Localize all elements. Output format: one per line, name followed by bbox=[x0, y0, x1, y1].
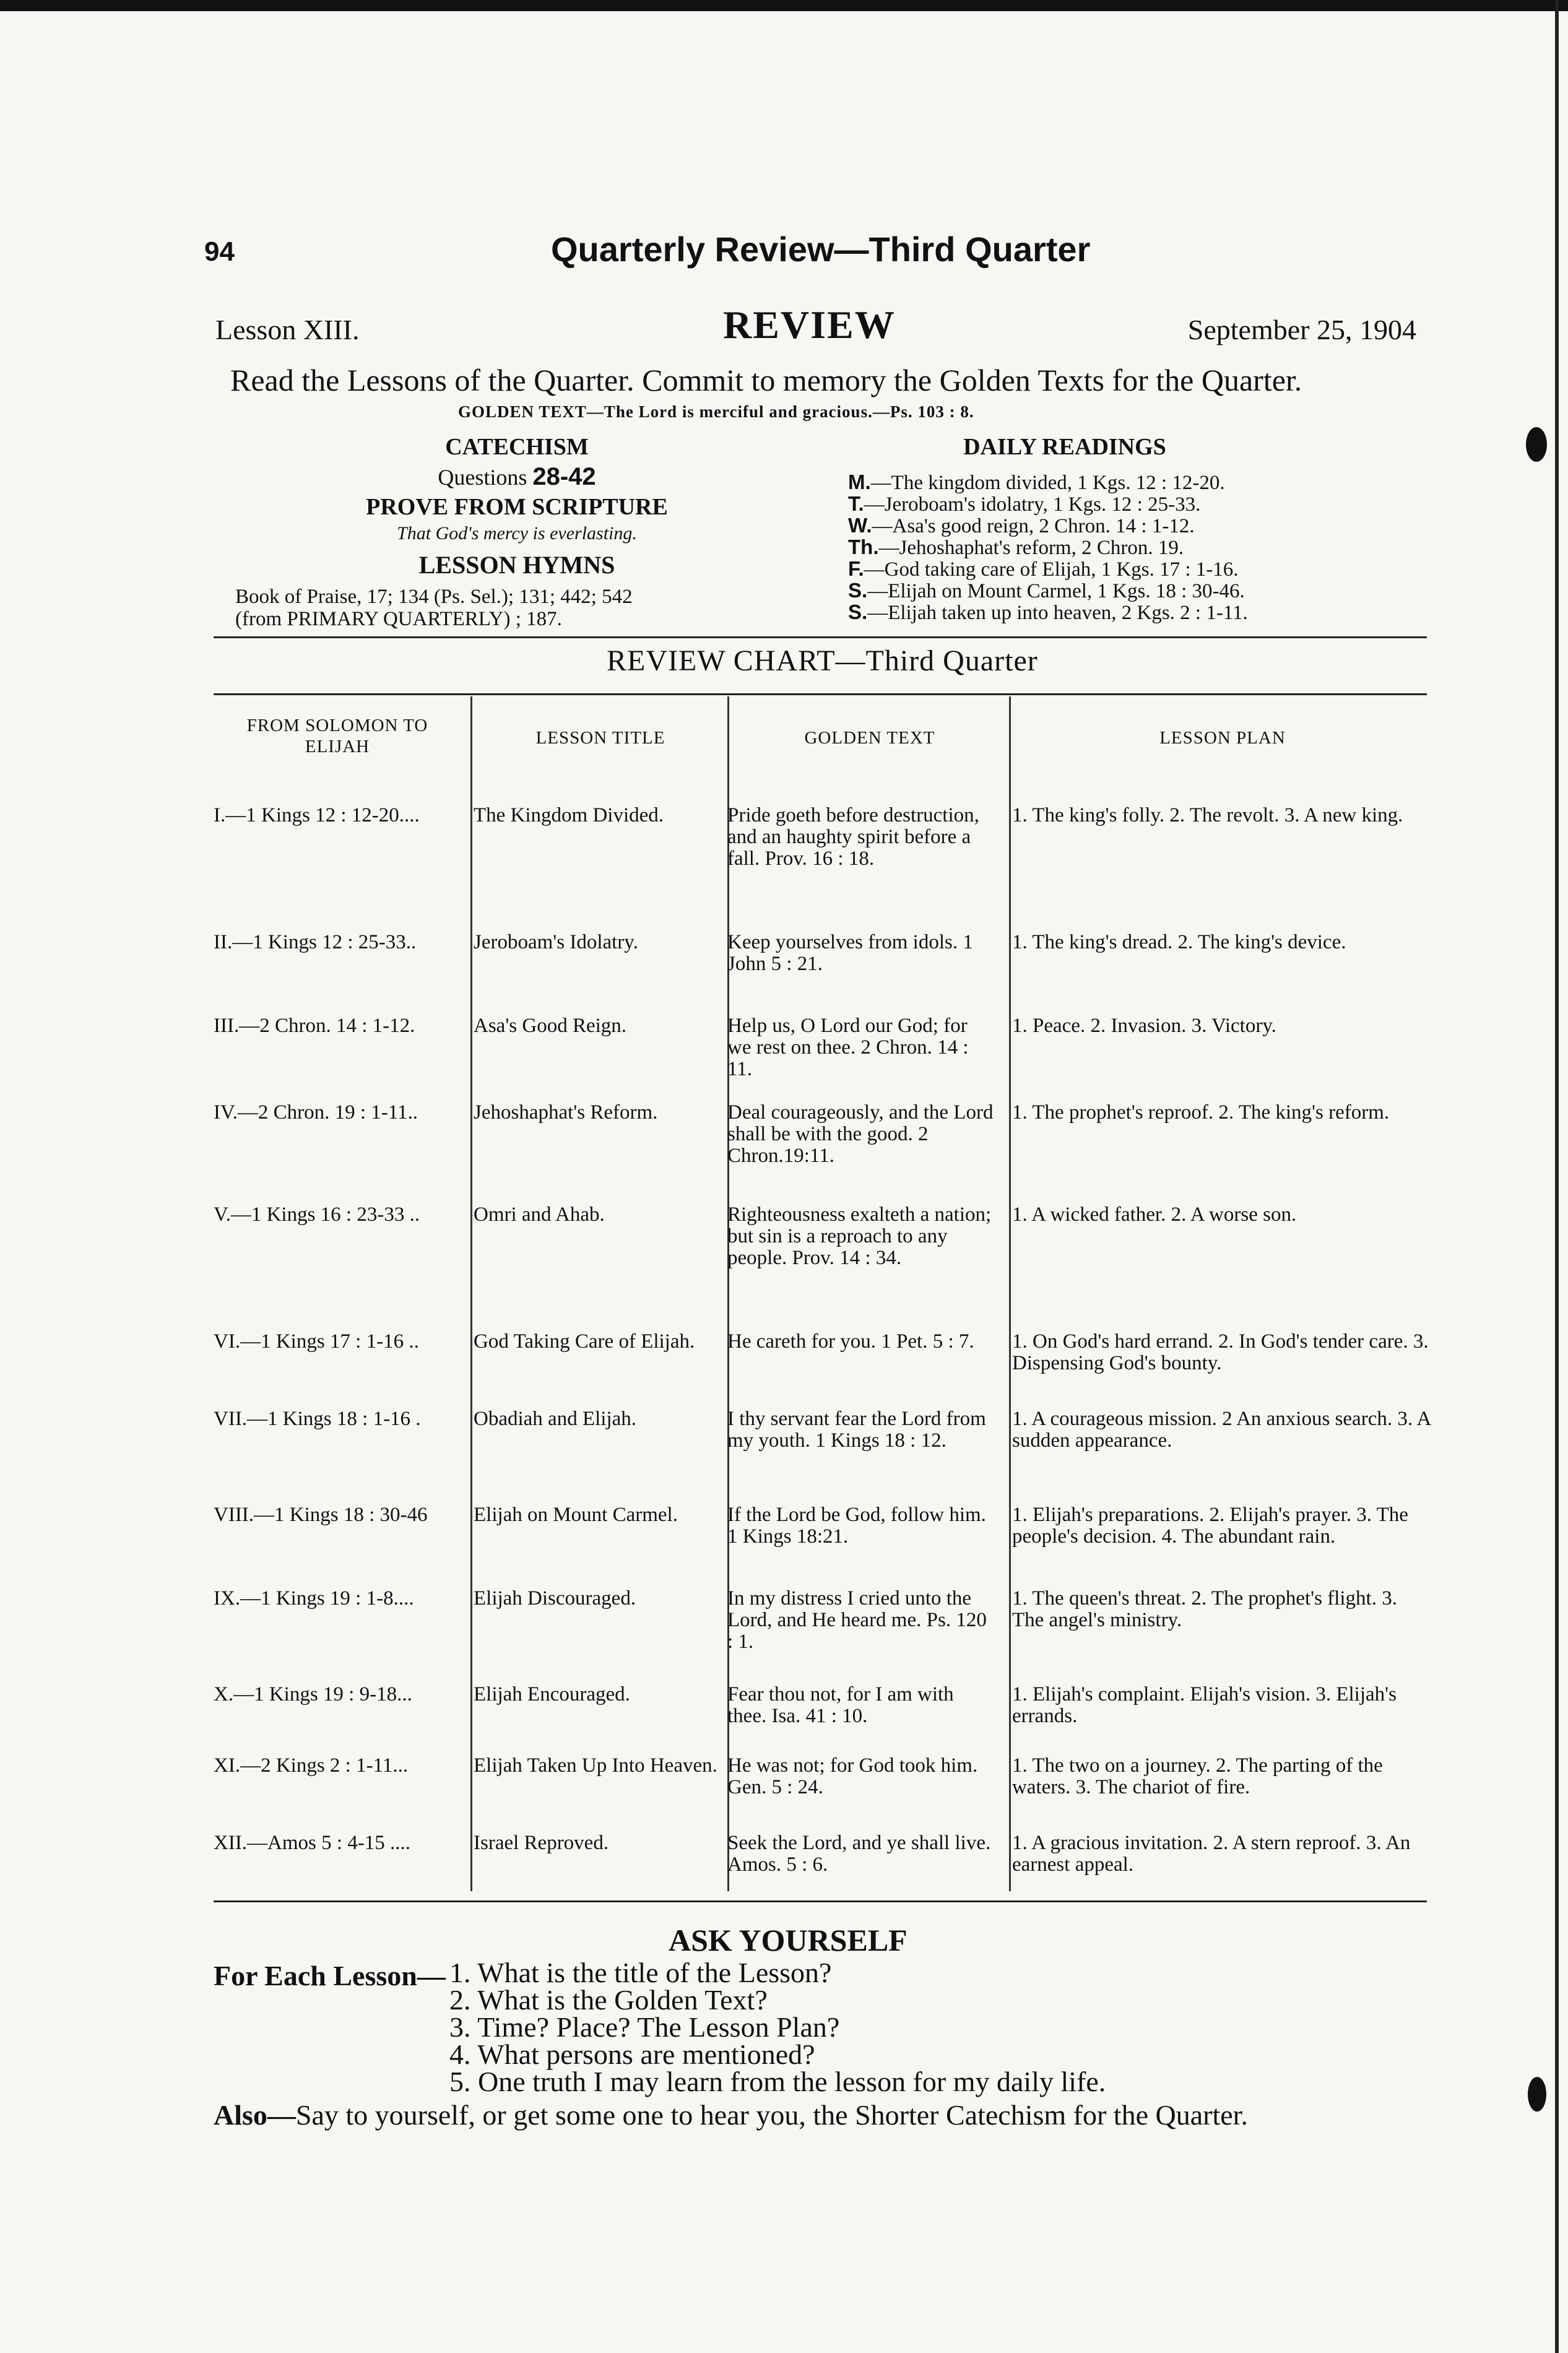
plan-cell: 1. On God's hard errand. 2. In God's tender care. 3. Dispensing God's bounty. bbox=[1012, 1330, 1429, 1374]
ref-cell: XII.—Amos 5 : 4-15 .... bbox=[214, 1832, 411, 1854]
ref-cell: X.—1 Kings 19 : 9-18... bbox=[214, 1683, 412, 1705]
lesson-number: Lesson XIII. bbox=[215, 314, 360, 345]
title-cell: God Taking Care of Elijah. bbox=[474, 1330, 695, 1353]
daily-readings-list bbox=[848, 472, 1405, 623]
header-lesson-title: LESSON TITLE bbox=[535, 728, 665, 748]
reading-item bbox=[848, 558, 1405, 580]
ask-question: 2. What is the Golden Text? bbox=[449, 1984, 768, 2016]
golden-cell: He careth for you. 1 Pet. 5 : 7. bbox=[727, 1330, 974, 1353]
plan-cell: 1. The two on a journey. 2. The parting of the waters. 3. The chariot of fire. bbox=[1012, 1754, 1383, 1798]
reading-day: M. bbox=[848, 470, 871, 493]
reading-text: —Jeroboam's idolatry, 1 Kgs. 12 : 25-33. bbox=[864, 493, 1201, 516]
ref-cell: VI.—1 Kings 17 : 1-16 .. bbox=[214, 1330, 419, 1353]
title-cell: Jehoshaphat's Reform. bbox=[474, 1101, 658, 1124]
questions-label: Questions bbox=[438, 465, 527, 490]
golden-cell: I thy servant fear the Lord from my youth. 1 Kings 18 : 12. bbox=[727, 1408, 986, 1452]
hymns-line: Book of Praise, 17; 134 (Ps. Sel.); 131; 442; 542 bbox=[235, 586, 633, 608]
plan-cell: 1. The prophet's reproof. 2. The king's reform. bbox=[1012, 1101, 1390, 1124]
reading-day: S. bbox=[848, 600, 868, 623]
ask-yourself-list bbox=[449, 1959, 1106, 2095]
plan-cell: 1. A wicked father. 2. A worse son. bbox=[1012, 1203, 1297, 1226]
plan-cell: 1. The king's folly. 2. The revolt. 3. A new king. bbox=[1012, 804, 1403, 826]
review-chart-title: REVIEW CHART—Third Quarter bbox=[607, 644, 1038, 677]
ask-yourself-label: For Each Lesson— bbox=[214, 1960, 446, 1991]
ref-cell: III.—2 Chron. 14 : 1-12. bbox=[214, 1015, 415, 1037]
reading-item bbox=[848, 580, 1405, 602]
column-divider bbox=[470, 696, 472, 1891]
catechism-heading: CATECHISM bbox=[445, 434, 589, 460]
plan-cell: 1. Elijah's preparations. 2. Elijah's prayer. 3. The people's decision. 4. The abundant rain. bbox=[1012, 1504, 1408, 1548]
catechism-column bbox=[229, 433, 805, 630]
title-cell: Asa's Good Reign. bbox=[474, 1015, 627, 1037]
chart-bottom-rule bbox=[214, 1900, 1427, 1902]
daily-readings-column bbox=[848, 433, 1405, 623]
golden-cell: If the Lord be God, follow him. 1 Kings 18:21. bbox=[727, 1504, 986, 1548]
reading-text: —Asa's good reign, 2 Chron. 14 : 1-12. bbox=[872, 515, 1195, 537]
title-cell: Jeroboam's Idolatry. bbox=[474, 931, 638, 953]
reading-item bbox=[848, 472, 1405, 493]
plan-cell: 1. A gracious invitation. 2. A stern reproof. 3. An earnest appeal. bbox=[1012, 1832, 1411, 1876]
section-divider bbox=[214, 636, 1427, 638]
ask-yourself-heading: ASK YOURSELF bbox=[669, 1923, 907, 1957]
plan-cell: 1. The queen's threat. 2. The prophet's flight. 3. The angel's ministry. bbox=[1012, 1587, 1397, 1631]
ask-also-label: Also— bbox=[214, 2099, 296, 2131]
hymns-heading: LESSON HYMNS bbox=[418, 551, 615, 579]
golden-cell: He was not; for God took him. Gen. 5 : 24. bbox=[727, 1754, 978, 1798]
ask-also-line bbox=[214, 2099, 1248, 2131]
prove-heading: PROVE FROM SCRIPTURE bbox=[366, 494, 668, 520]
page-number: 94 bbox=[204, 236, 235, 267]
header-golden-text: GOLDEN TEXT bbox=[804, 728, 935, 748]
questions-range: 28-42 bbox=[532, 463, 596, 490]
hymns-text bbox=[229, 586, 805, 630]
reading-day: Th. bbox=[848, 535, 879, 558]
hymns-line: (from PRIMARY QUARTERLY) ; 187. bbox=[235, 608, 562, 630]
golden-cell: Deal courageously, and the Lord shall be with the good. 2 Chron.19:11. bbox=[727, 1101, 994, 1167]
ref-cell: IX.—1 Kings 19 : 1-8.... bbox=[214, 1587, 414, 1610]
header-lesson-plan: LESSON PLAN bbox=[1159, 728, 1286, 748]
reading-text: —Elijah on Mount Carmel, 1 Kgs. 18 : 30-46. bbox=[867, 580, 1245, 602]
ask-question: 1. What is the title of the Lesson? bbox=[449, 1957, 832, 1988]
golden-cell: Help us, O Lord our God; for we rest on thee. 2 Chron. 14 : 11. bbox=[727, 1015, 969, 1080]
reading-item bbox=[848, 537, 1405, 558]
lesson-date: September 25, 1904 bbox=[1187, 314, 1416, 345]
ref-cell: IV.—2 Chron. 19 : 1-11.. bbox=[214, 1101, 418, 1124]
golden-cell: Keep yourselves from idols. 1 John 5 : 21. bbox=[727, 931, 973, 975]
ref-cell: XI.—2 Kings 2 : 1-11... bbox=[214, 1754, 409, 1777]
prove-text: That God's mercy is everlasting. bbox=[397, 523, 637, 544]
golden-cell: Pride goeth before destruction, and an haughty spirit before a fall. Prov. 16 : 18. bbox=[727, 804, 979, 870]
reading-text: —Jehoshaphat's reform, 2 Chron. 19. bbox=[878, 537, 1184, 559]
ask-question: 4. What persons are mentioned? bbox=[449, 2039, 815, 2070]
daily-readings-heading: DAILY READINGS bbox=[963, 434, 1166, 460]
reading-day: T. bbox=[848, 492, 864, 515]
reading-text: —God taking care of Elijah, 1 Kgs. 17 : 1-16. bbox=[864, 558, 1239, 581]
title-cell: Elijah Discouraged. bbox=[474, 1587, 636, 1610]
lesson-title: REVIEW bbox=[723, 303, 896, 347]
ref-cell: I.—1 Kings 12 : 12-20.... bbox=[214, 804, 420, 826]
running-title: Quarterly Review—Third Quarter bbox=[551, 230, 1091, 269]
golden-cell: In my distress I cried unto the Lord, and He heard me. Ps. 120 : 1. bbox=[727, 1587, 987, 1653]
plan-cell: 1. Elijah's complaint. Elijah's vision. 3. Elijah's errands. bbox=[1012, 1683, 1397, 1727]
reading-day: W. bbox=[848, 514, 872, 537]
ask-question: 5. One truth I may learn from the lesson for my daily life. bbox=[449, 2066, 1106, 2097]
reading-text: —Elijah taken up into heaven, 2 Kgs. 2 : 1-11. bbox=[867, 602, 1248, 624]
header-from-solomon: FROM SOLOMON TO ELIJAH bbox=[246, 716, 428, 756]
plan-cell: 1. A courageous mission. 2 An anxious search. 3. A sudden appearance. bbox=[1012, 1408, 1431, 1452]
reading-item bbox=[848, 602, 1405, 623]
golden-cell: Fear thou not, for I am with thee. Isa. 41 : 10. bbox=[727, 1683, 954, 1727]
title-cell: The Kingdom Divided. bbox=[474, 804, 664, 826]
plan-cell: 1. The king's dread. 2. The king's device. bbox=[1012, 931, 1346, 953]
golden-text: GOLDEN TEXT—The Lord is merciful and gracious.—Ps. 103 : 8. bbox=[458, 402, 974, 421]
title-cell: Obadiah and Elijah. bbox=[474, 1408, 637, 1430]
ref-cell: II.—1 Kings 12 : 25-33.. bbox=[214, 931, 417, 953]
title-cell: Israel Reproved. bbox=[474, 1832, 609, 1854]
ask-also-text: Say to yourself, or get some one to hear you, the Shorter Catechism for the Quarter. bbox=[295, 2099, 1248, 2131]
review-chart-table bbox=[214, 696, 1431, 1891]
chart-top-rule bbox=[214, 693, 1427, 695]
plan-cell: 1. Peace. 2. Invasion. 3. Victory. bbox=[1012, 1015, 1276, 1037]
golden-cell: Righteousness exalteth a nation; but sin is a reproach to any people. Prov. 14 : 34. bbox=[727, 1203, 992, 1269]
title-cell: Elijah Taken Up Into Heaven. bbox=[474, 1754, 717, 1777]
title-cell: Elijah on Mount Carmel. bbox=[474, 1504, 678, 1526]
golden-cell: Seek the Lord, and ye shall live. Amos. 5 : 6. bbox=[727, 1832, 991, 1876]
reading-text: —The kingdom divided, 1 Kgs. 12 : 12-20. bbox=[870, 472, 1225, 494]
ref-cell: VII.—1 Kings 18 : 1-16 . bbox=[214, 1408, 421, 1430]
ask-question: 3. Time? Place? The Lesson Plan? bbox=[449, 2011, 840, 2043]
catechism-questions bbox=[229, 463, 805, 491]
ref-cell: V.—1 Kings 16 : 23-33 .. bbox=[214, 1203, 420, 1226]
column-divider bbox=[1009, 696, 1011, 1891]
reading-day: S. bbox=[848, 579, 868, 602]
instruction-text: Read the Lessons of the Quarter. Commit to memory the Golden Texts for the Quarter. bbox=[230, 363, 1302, 397]
title-cell: Elijah Encouraged. bbox=[474, 1683, 630, 1705]
reading-day: F. bbox=[848, 557, 864, 580]
reading-item bbox=[848, 493, 1405, 515]
lesson-heading bbox=[215, 302, 1423, 352]
page-header bbox=[204, 229, 1442, 279]
title-cell: Omri and Ahab. bbox=[474, 1203, 605, 1226]
ref-cell: VIII.—1 Kings 18 : 30-46 bbox=[214, 1504, 428, 1526]
reading-item bbox=[848, 515, 1405, 537]
